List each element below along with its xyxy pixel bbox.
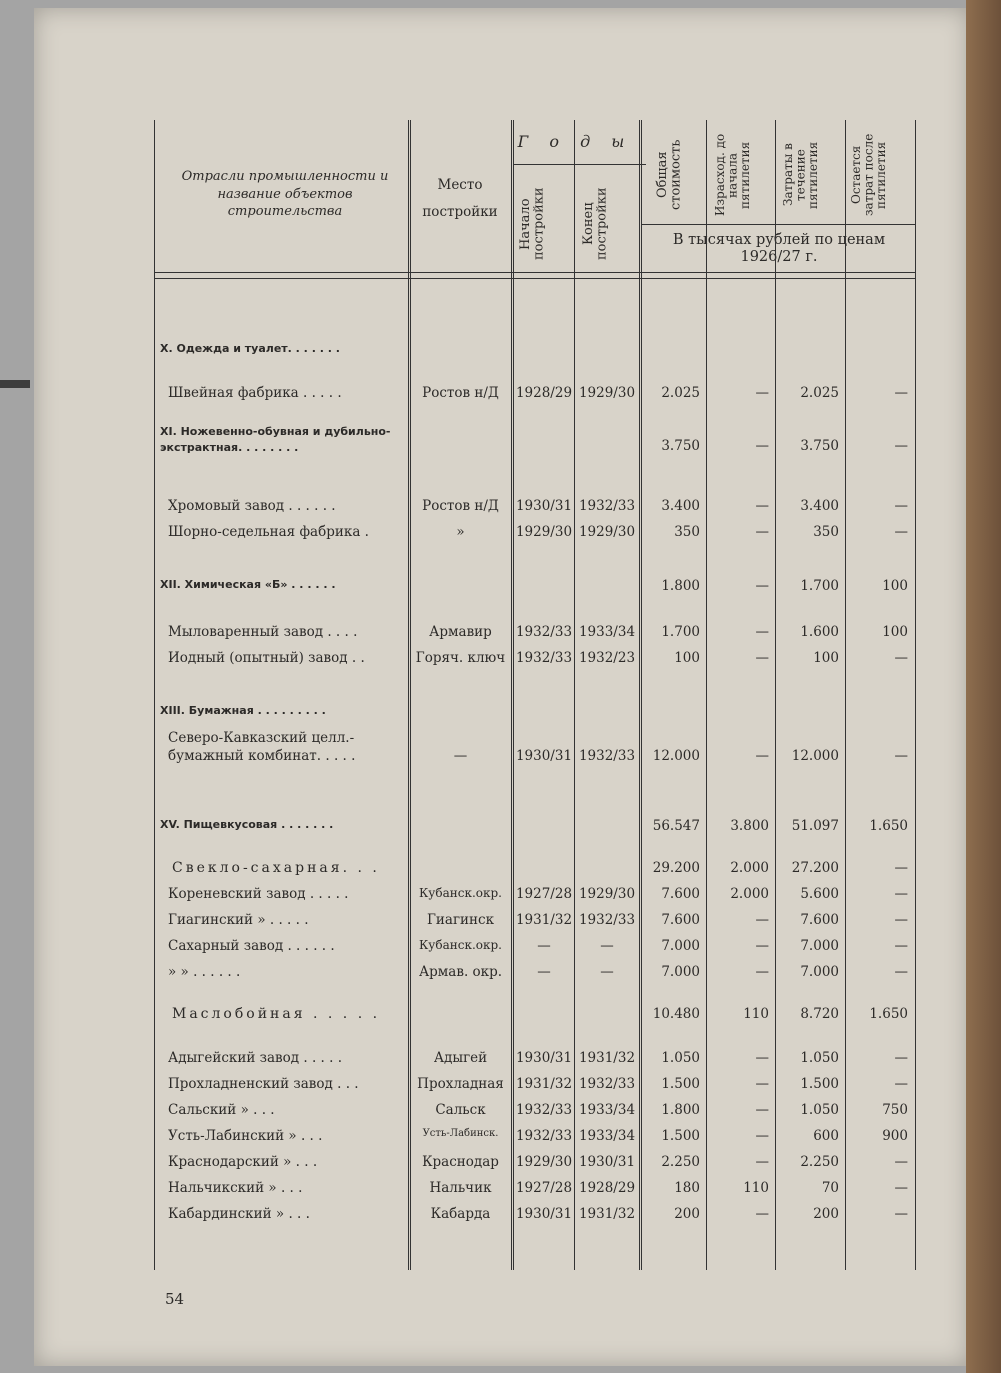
cell-total: 2.250 [661, 1154, 700, 1170]
cell-total: 2.025 [661, 385, 700, 401]
cell-start: 1932/33 [515, 624, 573, 640]
cell-spent: — [755, 385, 769, 401]
cell-total: 7.600 [661, 886, 700, 902]
cell-remain: 1.650 [869, 818, 908, 834]
cell-total: 1.800 [661, 578, 700, 594]
cell-place: Сальск [435, 1102, 486, 1118]
cell-during: 350 [813, 524, 839, 540]
cell-remain: — [894, 498, 908, 514]
cell-during: 70 [821, 1180, 839, 1196]
header-spent: Израсход. до начала пятилетия [713, 133, 753, 217]
cell-end: 1932/33 [578, 1076, 636, 1092]
row-name: Северо-Кавказский целл.-бумажный комбинат. . . . . [168, 730, 356, 764]
cell-start: 1932/33 [515, 650, 573, 666]
cell-spent: 110 [743, 1006, 769, 1022]
header-units: В тысячах рублей по ценам 1926/27 г. [672, 232, 886, 265]
cell-spent: — [755, 1050, 769, 1066]
cell-spent: — [755, 1102, 769, 1118]
cell-end: 1932/33 [578, 748, 636, 764]
header-years: Г о д ы [517, 132, 633, 151]
cell-spent: — [755, 1076, 769, 1092]
cell-total: 29.200 [652, 860, 700, 876]
cell-start: 1930/31 [515, 1050, 573, 1066]
cell-remain: 100 [882, 624, 908, 640]
cell-end: 1929/30 [578, 524, 636, 540]
cell-place: Прохладная [417, 1076, 504, 1092]
cell-place: Краснодар [422, 1154, 499, 1170]
header-place: Место постройки [422, 177, 498, 220]
cell-start: — [537, 964, 551, 980]
cell-remain: — [894, 1180, 908, 1196]
cell-during: 7.000 [800, 938, 839, 954]
cell-total: 12.000 [652, 748, 700, 764]
cell-during: 8.720 [800, 1006, 839, 1022]
cell-place: Кубанск.окр. [419, 886, 502, 900]
cell-start: 1929/30 [515, 1154, 573, 1170]
row-name: Усть-Лабинский » . . . [168, 1128, 323, 1144]
row-name: Свекло-сахарная. . . [172, 860, 380, 876]
cell-start: 1930/31 [515, 498, 573, 514]
cell-place: Адыгей [433, 1050, 488, 1066]
cell-during: 1.600 [800, 624, 839, 640]
cell-spent: 3.800 [730, 818, 769, 834]
cell-place: Усть-Лабинск. [422, 1128, 499, 1139]
cell-end: 1933/34 [578, 1102, 636, 1118]
cell-during: 1.700 [800, 578, 839, 594]
row-name: Гиагинский » . . . . . [168, 912, 309, 928]
cell-total: 10.480 [652, 1006, 700, 1022]
cell-during: 5.600 [800, 886, 839, 902]
row-name: Мыловаренный завод . . . . [168, 624, 358, 640]
cell-spent: — [755, 1128, 769, 1144]
cell-start: 1927/28 [515, 886, 573, 902]
cell-place: » [456, 524, 465, 540]
cell-start: 1929/30 [515, 524, 573, 540]
cell-spent: — [755, 964, 769, 980]
row-name: Маслобойная . . . . . [172, 1006, 381, 1022]
cell-during: 7.600 [800, 912, 839, 928]
cell-place: Нальчик [429, 1180, 492, 1196]
cell-end: 1932/33 [578, 912, 636, 928]
cell-place: — [453, 748, 468, 764]
header-start: Начало постройки [518, 187, 547, 261]
cell-spent: — [755, 1206, 769, 1222]
cell-remain: 100 [882, 578, 908, 594]
cell-place: Ростов н/Д [422, 385, 499, 401]
cell-spent: — [755, 498, 769, 514]
page-number: 54 [165, 1290, 185, 1308]
cell-remain: — [894, 385, 908, 401]
row-name: » » . . . . . . [168, 964, 241, 980]
cell-during: 1.500 [800, 1076, 839, 1092]
row-name: Сахарный завод . . . . . . [168, 938, 335, 954]
cell-end: 1929/30 [578, 886, 636, 902]
cell-spent: 2.000 [730, 886, 769, 902]
cell-end: — [600, 938, 614, 954]
cell-during: 3.750 [800, 438, 839, 454]
cell-remain: — [894, 1206, 908, 1222]
cell-end: 1931/32 [578, 1206, 636, 1222]
cell-spent: — [755, 748, 769, 764]
cell-place: Армав. окр. [418, 964, 503, 980]
cell-remain: 1.650 [869, 1006, 908, 1022]
cell-end: 1928/29 [578, 1180, 636, 1196]
cell-spent: — [755, 650, 769, 666]
cell-place: Гиагинск [426, 912, 495, 928]
row-name: Кабардинский » . . . [168, 1206, 310, 1222]
header-during: Затраты в течение пятилетия [781, 141, 821, 209]
cell-total: 1.500 [661, 1128, 700, 1144]
cell-start: 1928/29 [515, 385, 573, 401]
cell-end: 1933/34 [578, 624, 636, 640]
row-name: XII. Химическая «Б» . . . . . . [160, 578, 336, 591]
row-name: Кореневский завод . . . . . [168, 886, 349, 902]
cell-place: Ростов н/Д [422, 498, 499, 514]
row-name: Краснодарский » . . . [168, 1154, 318, 1170]
cell-during: 12.000 [791, 748, 839, 764]
cell-total: 1.500 [661, 1076, 700, 1092]
cell-end: 1932/33 [578, 498, 636, 514]
cell-remain: — [894, 964, 908, 980]
construction-table [154, 120, 916, 1270]
cell-place: Кубанск.окр. [419, 938, 502, 952]
cell-during: 600 [813, 1128, 839, 1144]
cell-total: 200 [674, 1206, 700, 1222]
cell-during: 3.400 [800, 498, 839, 514]
cell-during: 27.200 [791, 860, 839, 876]
cell-start: 1931/32 [515, 1076, 573, 1092]
page-edge-mark [0, 380, 30, 388]
cell-start: 1931/32 [515, 912, 573, 928]
header-remain: Остается затрат после пятилетия [849, 133, 889, 217]
cell-total: 3.400 [661, 498, 700, 514]
cell-during: 7.000 [800, 964, 839, 980]
cell-spent: 2.000 [730, 860, 769, 876]
row-name: Прохладненский завод . . . [168, 1076, 359, 1092]
cell-during: 1.050 [800, 1050, 839, 1066]
row-name: XI. Ножевенно-обувная и дубильно-экстрактная. . . . . . . . [160, 425, 391, 454]
row-name: Швейная фабрика . . . . . [168, 385, 342, 401]
cell-spent: — [755, 912, 769, 928]
cell-during: 2.025 [800, 385, 839, 401]
cell-place: Армавир [429, 624, 492, 640]
cell-remain: — [894, 938, 908, 954]
header-total: Общая стоимость [655, 139, 684, 211]
cell-spent: — [755, 938, 769, 954]
cell-spent: — [755, 524, 769, 540]
cell-during: 100 [813, 650, 839, 666]
cell-start: 1930/31 [515, 748, 573, 764]
row-name: Адыгейский завод . . . . . [168, 1050, 342, 1066]
cell-remain: 900 [882, 1128, 908, 1144]
cell-start: — [537, 938, 551, 954]
cell-during: 2.250 [800, 1154, 839, 1170]
cell-start: 1932/33 [515, 1128, 573, 1144]
cell-remain: — [894, 438, 908, 454]
row-name: XIII. Бумажная . . . . . . . . . [160, 704, 326, 717]
cell-total: 7.000 [661, 938, 700, 954]
book-spine [966, 0, 1001, 1373]
cell-remain: — [894, 1076, 908, 1092]
cell-total: 1.050 [661, 1050, 700, 1066]
cell-end: — [600, 964, 614, 980]
cell-total: 7.600 [661, 912, 700, 928]
cell-end: 1933/34 [578, 1128, 636, 1144]
cell-total: 350 [674, 524, 700, 540]
cell-during: 51.097 [791, 818, 839, 834]
row-name: Иодный (опытный) завод . . [168, 650, 365, 666]
row-name: Сальский » . . . [168, 1102, 275, 1118]
cell-total: 100 [674, 650, 700, 666]
cell-end: 1931/32 [578, 1050, 636, 1066]
cell-start: 1930/31 [515, 1206, 573, 1222]
cell-remain: — [894, 650, 908, 666]
cell-remain: — [894, 912, 908, 928]
cell-during: 200 [813, 1206, 839, 1222]
header-branch: Отрасли промышленности и название объектов строительства [181, 169, 389, 220]
cell-spent: — [755, 1154, 769, 1170]
cell-start: 1927/28 [515, 1180, 573, 1196]
cell-spent: — [755, 438, 769, 454]
row-name: XV. Пищевкусовая . . . . . . . [160, 818, 334, 831]
cell-remain: — [894, 1154, 908, 1170]
header-end: Конец постройки [581, 187, 610, 261]
row-name: X. Одежда и туалет. . . . . . . [160, 342, 340, 355]
cell-end: 1932/23 [578, 650, 636, 666]
cell-during: 1.050 [800, 1102, 839, 1118]
cell-spent: — [755, 624, 769, 640]
cell-spent: 110 [743, 1180, 769, 1196]
cell-remain: — [894, 748, 908, 764]
cell-start: 1932/33 [515, 1102, 573, 1118]
cell-total: 56.547 [652, 818, 700, 834]
cell-remain: — [894, 860, 908, 876]
cell-total: 3.750 [661, 438, 700, 454]
row-name: Хромовый завод . . . . . . [168, 498, 336, 514]
cell-place: Горяч. ключ [415, 650, 506, 666]
cell-remain: — [894, 1050, 908, 1066]
cell-end: 1929/30 [578, 385, 636, 401]
cell-remain: 750 [882, 1102, 908, 1118]
cell-end: 1930/31 [578, 1154, 636, 1170]
cell-remain: — [894, 886, 908, 902]
cell-total: 180 [674, 1180, 700, 1196]
cell-place: Кабарда [430, 1206, 491, 1222]
row-name: Шорно-седельная фабрика . [168, 524, 369, 540]
cell-spent: — [755, 578, 769, 594]
row-name: Нальчикский » . . . [168, 1180, 303, 1196]
cell-total: 1.700 [661, 624, 700, 640]
cell-total: 7.000 [661, 964, 700, 980]
cell-remain: — [894, 524, 908, 540]
cell-total: 1.800 [661, 1102, 700, 1118]
